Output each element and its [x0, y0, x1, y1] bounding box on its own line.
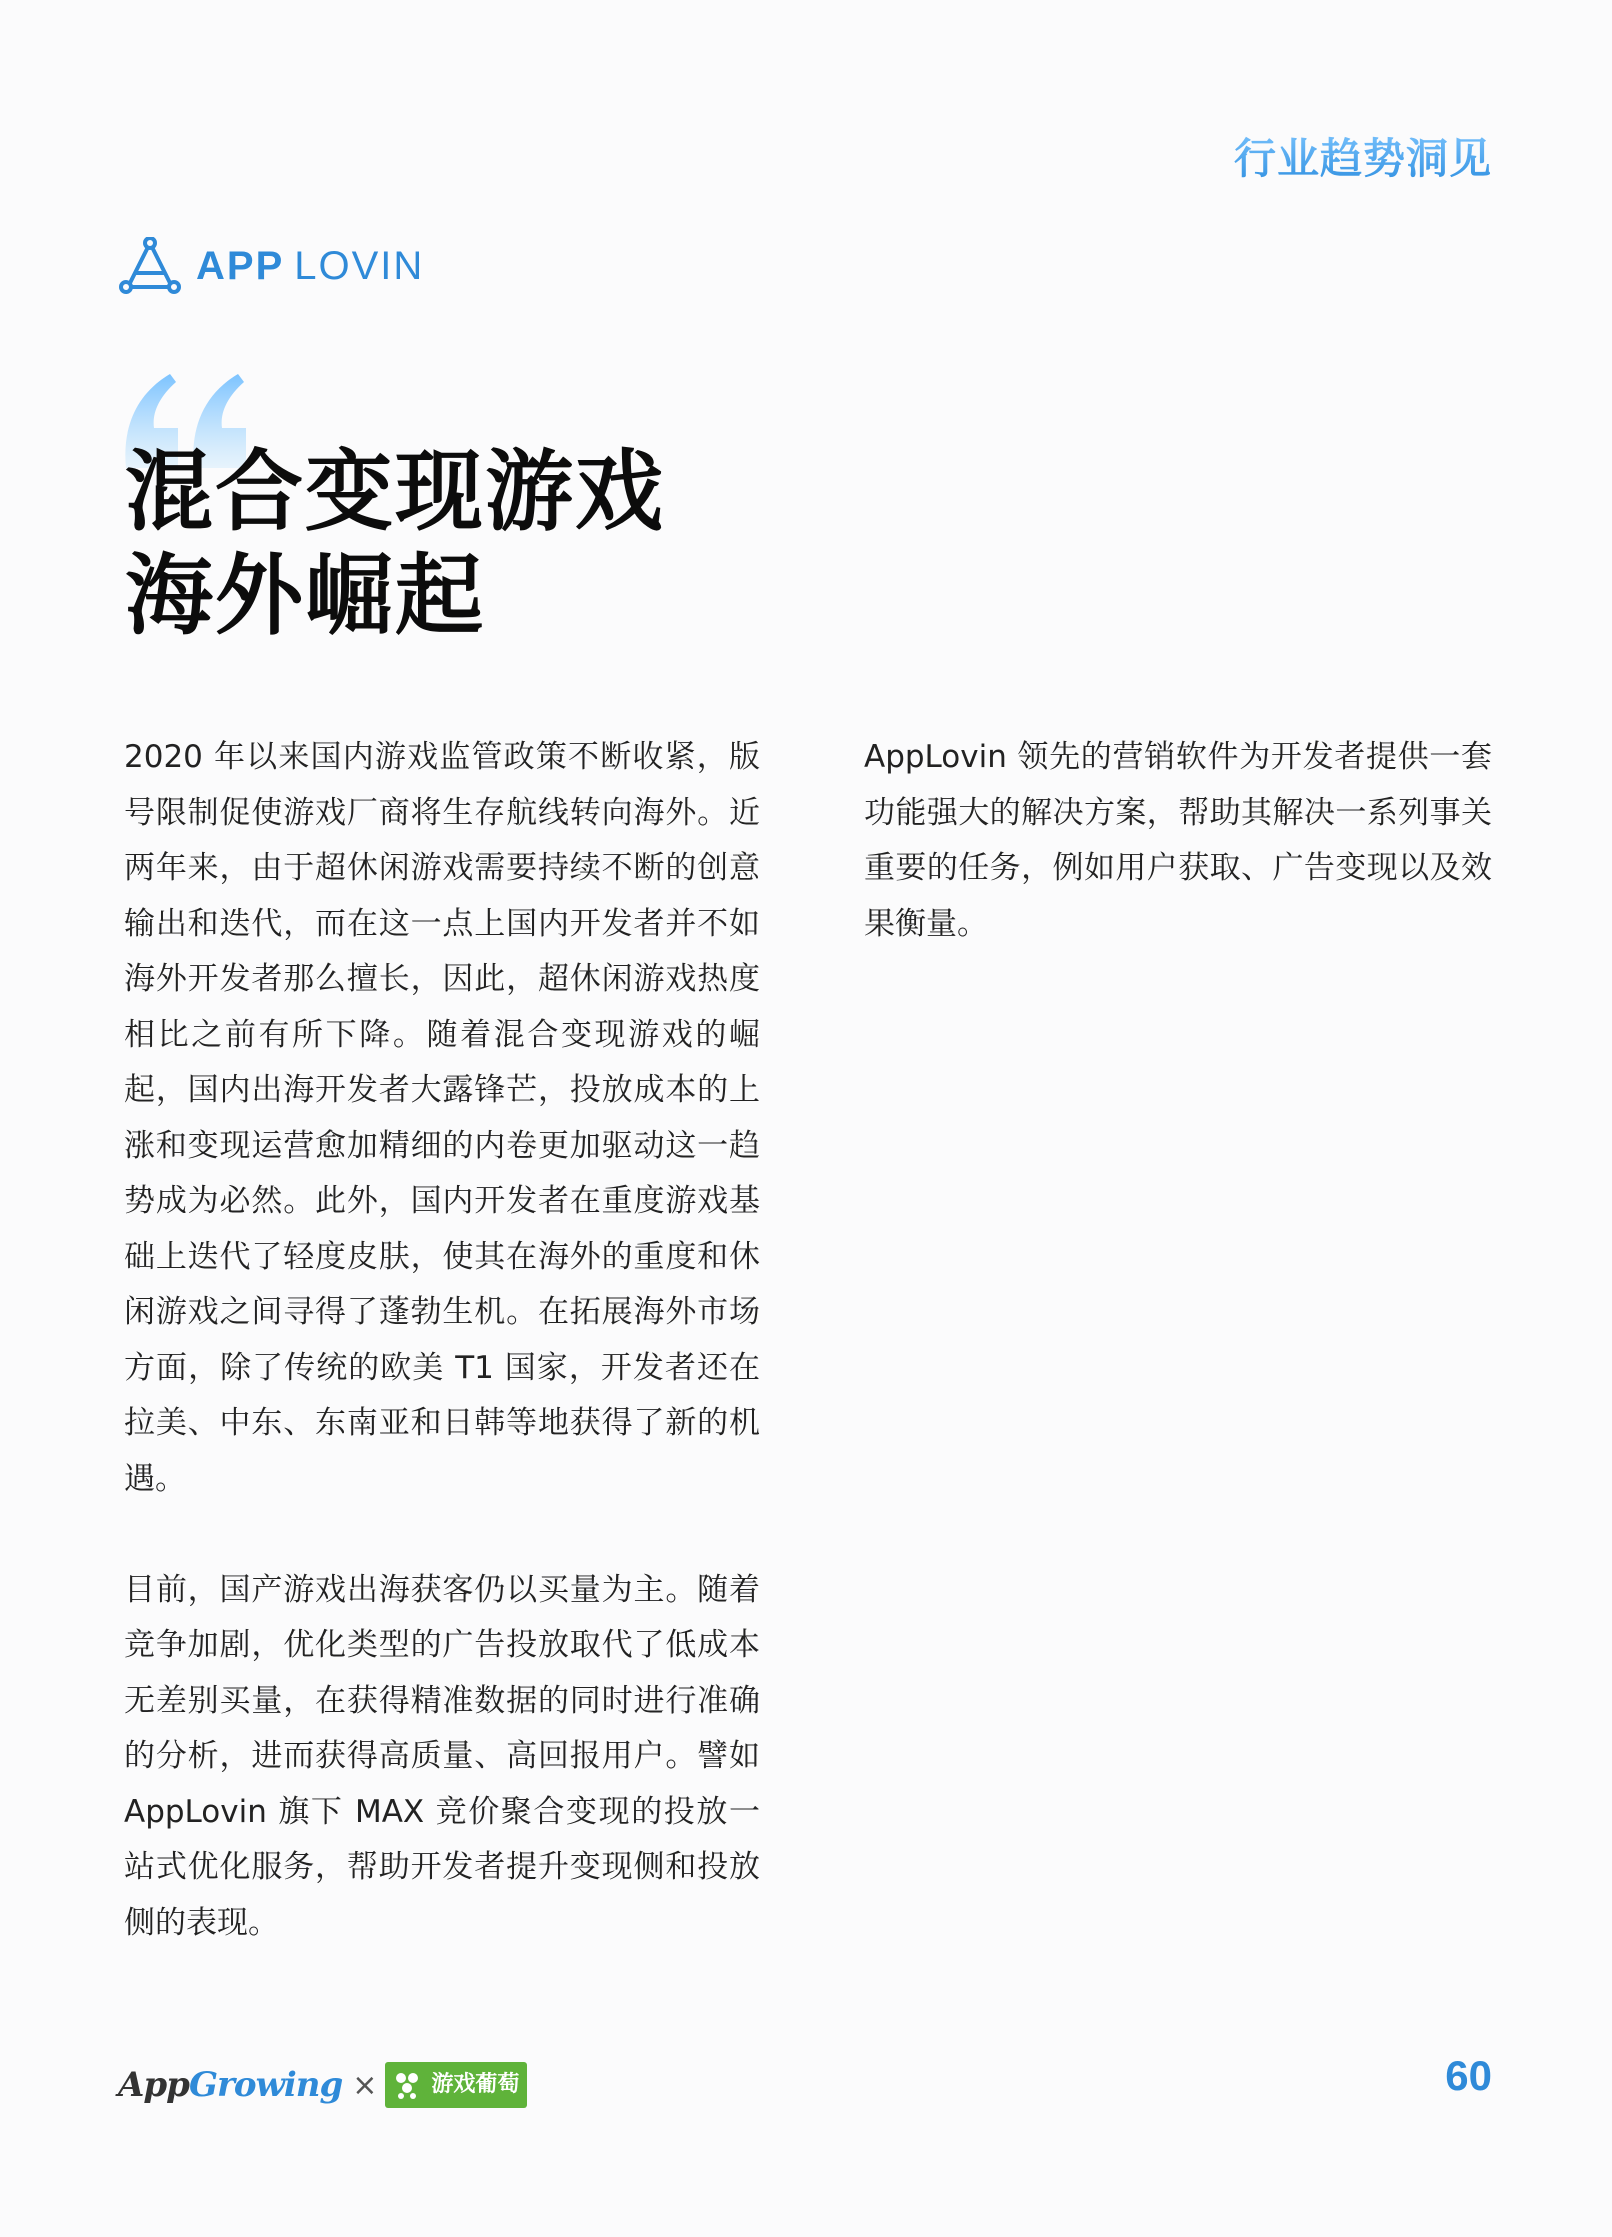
- left-paragraph-1: 2020 年以来国内游戏监管政策不断收紧，版号限制促使游戏厂商将生存航线转向海外。近两年来，由于超休闲游戏需要持续不断的创意输出和迭代，而在这一点上国内开发者并不如海外开发者那么擅长，因此，超休闲游戏热度相比之前有所下降。随着混合变现游戏的崛起，国内出海开发者大露锋芒，投放成本的上涨和变现运营愈加精细的内卷更加驱动这一趋势成为必然。此外，国内开发者在重度游戏基础上迭代了轻度皮肤，使其在海外的重度和休闲游戏之间寻得了蓬勃生机。在拓展海外市场方面，除了传统的欧美 T1 国家，开发者还在拉美、中东、东南亚和日韩等地获得了新的机遇。: [124, 739, 760, 1497]
- times-sign: ×: [352, 2067, 378, 2103]
- right-column: [864, 730, 1492, 952]
- left-column: [124, 730, 760, 1951]
- footer-logos: [118, 2060, 527, 2110]
- headline-line-1: 混合变现游戏: [125, 440, 666, 543]
- headline: [125, 440, 665, 648]
- appgrowing-logo: [118, 2065, 342, 2105]
- partner-name: 游戏葡萄: [431, 2072, 520, 2097]
- appgrowing-logo-part1: App: [118, 2065, 189, 2105]
- left-paragraph-2: 目前，国产游戏出海获客仍以买量为主。随着竞争加剧，优化类型的广告投放取代了低成本无差别买量，在获得精准数据的同时进行准确的分析，进而获得高质量、高回报用户。譬如 AppLovin 旗下 MAX 竞价聚合变现的投放一站式优化服务，帮助开发者提升变现侧和投放侧的表现。: [124, 1571, 760, 1941]
- section-tag: 行业趋势洞见: [1234, 126, 1492, 186]
- brand-name-light: LOVIN: [294, 243, 425, 288]
- headline-line-2: 海外崛起: [125, 544, 486, 647]
- brand-name-bold: APP: [196, 243, 285, 288]
- applovin-brand: [118, 236, 424, 296]
- youxiputao-logo: [385, 2062, 527, 2108]
- right-paragraph-1: AppLovin 领先的营销软件为开发者提供一套功能强大的解决方案，帮助其解决一系列事关重要的任务，例如用户获取、广告变现以及效果衡量。: [864, 739, 1492, 942]
- grape-icon: [389, 2066, 427, 2104]
- appgrowing-logo-part2: Growing: [188, 2065, 343, 2105]
- applovin-logo-icon: [118, 237, 182, 295]
- page-number: 60: [1445, 2052, 1492, 2099]
